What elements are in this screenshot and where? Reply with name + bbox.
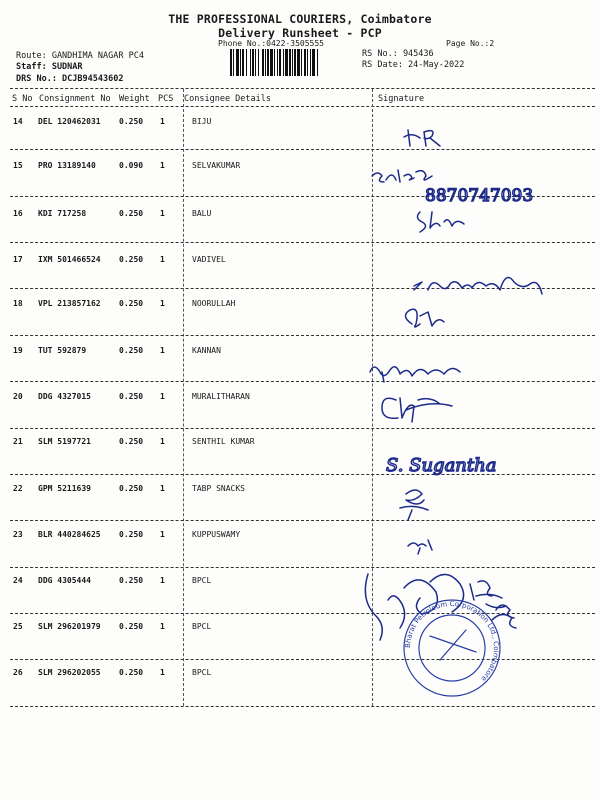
row-sno: 15 bbox=[13, 161, 23, 170]
row-consignee: BPCL bbox=[192, 668, 212, 677]
document-title: THE PROFESSIONAL COURIERS, Coimbatore bbox=[168, 12, 432, 26]
signature-phone-number: 8870747093 bbox=[425, 186, 534, 206]
column-header-pcs: PCS bbox=[158, 94, 174, 104]
row-sno: 20 bbox=[13, 392, 23, 401]
row-consignment-no: DDG 4305444 bbox=[38, 576, 91, 585]
row-pcs: 1 bbox=[160, 484, 165, 493]
row-weight: 0.250 bbox=[119, 346, 144, 355]
rs-number: RS No.: 945436 bbox=[362, 49, 434, 59]
row-consignee: NOORULLAH bbox=[192, 299, 236, 308]
row-sno: 14 bbox=[13, 117, 23, 126]
row-pcs: 1 bbox=[160, 576, 165, 585]
row-consignee: TABP SNACKS bbox=[192, 484, 245, 493]
row-sno: 23 bbox=[13, 530, 23, 539]
row-weight: 0.090 bbox=[119, 161, 144, 170]
row-weight: 0.250 bbox=[119, 668, 144, 677]
row-consignment-no: DEL 120462031 bbox=[38, 117, 101, 126]
row-weight: 0.250 bbox=[119, 530, 144, 539]
page-number: Page No.:2 bbox=[446, 39, 495, 48]
row-pcs: 1 bbox=[160, 437, 165, 446]
row-consignee: BIJU bbox=[192, 117, 212, 126]
phone-number: Phone No.:0422-3505555 bbox=[218, 39, 324, 48]
row-pcs: 1 bbox=[160, 530, 165, 539]
row-pcs: 1 bbox=[160, 622, 165, 631]
company-stamp bbox=[404, 600, 500, 696]
staff-label: Staff: SUDNAR bbox=[16, 62, 83, 72]
rs-date: RS Date: 24-May-2022 bbox=[362, 60, 465, 70]
row-consignee: KANNAN bbox=[192, 346, 221, 355]
row-pcs: 1 bbox=[160, 209, 165, 218]
row-weight: 0.250 bbox=[119, 209, 144, 218]
column-header-consignment: Consignment No bbox=[39, 94, 111, 104]
row-weight: 0.250 bbox=[119, 576, 144, 585]
row-pcs: 1 bbox=[160, 161, 165, 170]
row-consignment-no: VPL 213857162 bbox=[38, 299, 101, 308]
row-consignment-no: GPM 5211639 bbox=[38, 484, 91, 493]
row-consignment-no: IXM 501466524 bbox=[38, 255, 101, 264]
row-consignee: KUPPUSWAMY bbox=[192, 530, 241, 539]
row-consignment-no: SLM 296202055 bbox=[38, 668, 101, 677]
row-pcs: 1 bbox=[160, 299, 165, 308]
row-weight: 0.250 bbox=[119, 255, 144, 264]
row-consignee: SELVAKUMAR bbox=[192, 161, 241, 170]
row-sno: 26 bbox=[13, 668, 23, 677]
row-sno: 24 bbox=[13, 576, 23, 585]
row-pcs: 1 bbox=[160, 255, 165, 264]
row-consignee: SENTHIL KUMAR bbox=[192, 437, 255, 446]
row-consignee: MURALITHARAN bbox=[192, 392, 250, 401]
row-consignment-no: SLM 296201979 bbox=[38, 622, 101, 631]
row-consignee: VADIVEL bbox=[192, 255, 226, 264]
route-label: Route: GANDHIMA NAGAR PC4 bbox=[16, 51, 144, 61]
row-weight: 0.250 bbox=[119, 484, 144, 493]
row-weight: 0.250 bbox=[119, 437, 144, 446]
column-header-sno: S No bbox=[12, 94, 33, 104]
row-consignee: BPCL bbox=[192, 622, 212, 631]
row-sno: 19 bbox=[13, 346, 23, 355]
document-subtitle: Delivery Runsheet - PCP bbox=[218, 26, 382, 40]
drs-number: DRS No.: DCJB94543602 bbox=[16, 74, 124, 84]
row-pcs: 1 bbox=[160, 668, 165, 677]
row-consignee: BPCL bbox=[192, 576, 212, 585]
row-consignment-no: TUT 592879 bbox=[38, 346, 87, 355]
row-sno: 22 bbox=[13, 484, 23, 493]
row-consignment-no: PRO 13189140 bbox=[38, 161, 96, 170]
row-consignment-no: SLM 5197721 bbox=[38, 437, 91, 446]
row-sno: 21 bbox=[13, 437, 23, 446]
column-header-signature: Signature bbox=[378, 94, 425, 104]
row-consignment-no: DDG 4327015 bbox=[38, 392, 91, 401]
signature-name: S. Sugantha bbox=[386, 455, 497, 476]
row-pcs: 1 bbox=[160, 392, 165, 401]
row-pcs: 1 bbox=[160, 346, 165, 355]
row-consignment-no: KDI 717258 bbox=[38, 209, 87, 218]
stamp-text: Bharat Petroleum Corporation Ltd., Coimbatore bbox=[403, 599, 501, 683]
row-sno: 16 bbox=[13, 209, 23, 218]
row-weight: 0.250 bbox=[119, 622, 144, 631]
row-consignee: BALU bbox=[192, 209, 212, 218]
column-header-consignee: Consignee Details bbox=[184, 94, 271, 104]
row-pcs: 1 bbox=[160, 117, 165, 126]
column-header-weight: Weight bbox=[119, 94, 150, 104]
row-weight: 0.250 bbox=[119, 299, 144, 308]
row-weight: 0.250 bbox=[119, 117, 144, 126]
row-sno: 18 bbox=[13, 299, 23, 308]
row-sno: 25 bbox=[13, 622, 23, 631]
row-consignment-no: BLR 440284625 bbox=[38, 530, 101, 539]
row-sno: 17 bbox=[13, 255, 23, 264]
row-weight: 0.250 bbox=[119, 392, 144, 401]
